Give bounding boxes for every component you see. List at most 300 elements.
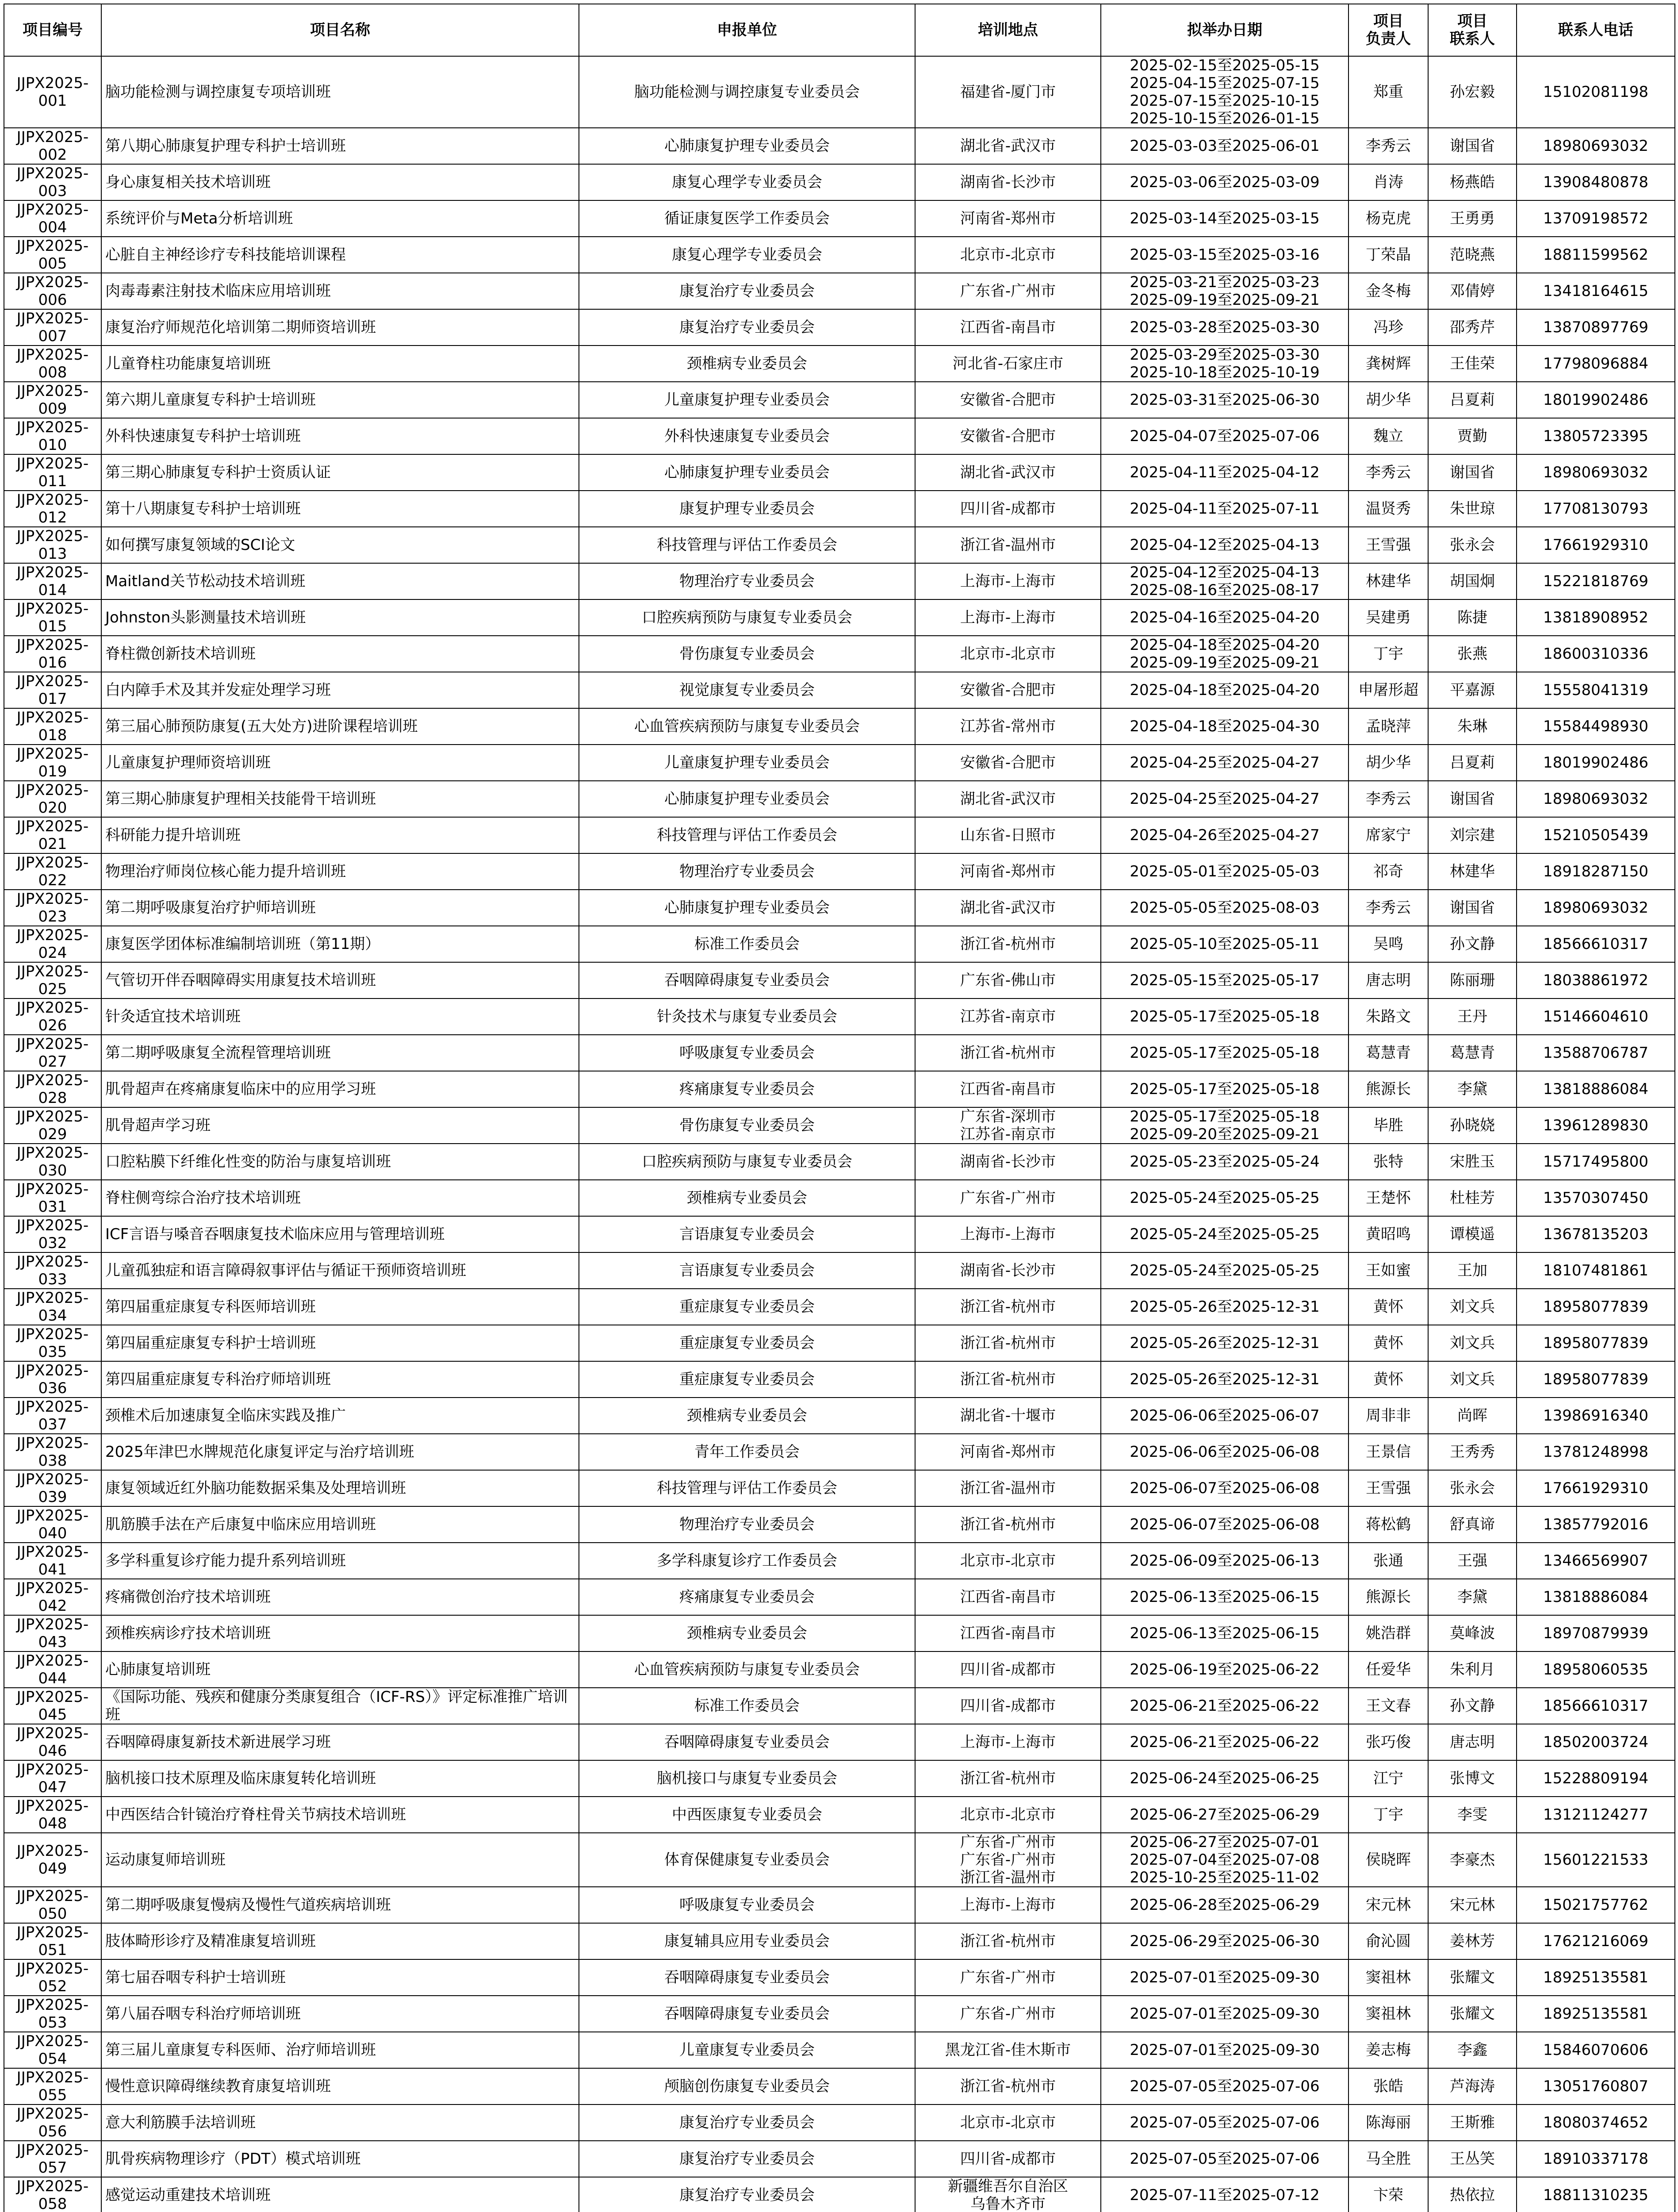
contact-cell: 张燕: [1428, 636, 1517, 672]
phone-cell: 15102081198: [1517, 56, 1675, 128]
dates-cell: 2025-04-18至2025-04-20: [1101, 672, 1349, 708]
location-cell: 安徽省-合肥市: [915, 418, 1101, 454]
phone-cell: 15146604610: [1517, 998, 1675, 1035]
project-name-cell: 肌骨超声学习班: [101, 1107, 579, 1144]
dates-cell: 2025-04-11至2025-04-12: [1101, 454, 1349, 491]
applicant-cell: 脑机接口与康复专业委员会: [579, 1760, 915, 1797]
project-id-cell: JJPX2025-046: [4, 1724, 101, 1760]
dates-cell: 2025-05-26至2025-12-31: [1101, 1361, 1349, 1398]
applicant-cell: 言语康复专业委员会: [579, 1252, 915, 1289]
phone-cell: 15221818769: [1517, 563, 1675, 599]
project-id-cell: JJPX2025-049: [4, 1833, 101, 1887]
phone-cell: 18970879939: [1517, 1615, 1675, 1651]
location-cell: 湖南省-长沙市: [915, 1252, 1101, 1289]
project-id-cell: JJPX2025-054: [4, 2032, 101, 2068]
applicant-cell: 吞咽障碍康复专业委员会: [579, 1959, 915, 1996]
table-row: [4, 1434, 1675, 1470]
applicant-cell: 口腔疾病预防与康复专业委员会: [579, 599, 915, 636]
project-id-cell: JJPX2025-048: [4, 1797, 101, 1833]
location-cell: 黑龙江省-佳木斯市: [915, 2032, 1101, 2068]
project-id-cell: JJPX2025-009: [4, 382, 101, 418]
phone-cell: 13466569907: [1517, 1543, 1675, 1579]
dates-cell: 2025-07-01至2025-09-30: [1101, 1996, 1349, 2032]
project-id-cell: JJPX2025-003: [4, 164, 101, 200]
contact-cell: 王强: [1428, 1543, 1517, 1579]
phone-cell: 17621216069: [1517, 1923, 1675, 1959]
table-row: [4, 1361, 1675, 1398]
contact-cell: 王丛笑: [1428, 2141, 1517, 2177]
applicant-cell: 颅脑创伤康复专业委员会: [579, 2068, 915, 2104]
contact-cell: 贾勤: [1428, 418, 1517, 454]
leader-cell: 李秀云: [1349, 128, 1428, 164]
location-cell: 浙江省-杭州市: [915, 1923, 1101, 1959]
phone-cell: 13709198572: [1517, 200, 1675, 237]
dates-cell: 2025-05-01至2025-05-03: [1101, 853, 1349, 890]
project-name-cell: 康复医学团体标准编制培训班（第11期）: [101, 926, 579, 962]
project-id-cell: JJPX2025-055: [4, 2068, 101, 2104]
table-row: [4, 817, 1675, 853]
project-id-cell: JJPX2025-019: [4, 745, 101, 781]
project-name-cell: 第三届心肺预防康复(五大处方)进阶课程培训班: [101, 708, 579, 745]
leader-cell: 祁奇: [1349, 853, 1428, 890]
contact-cell: 李雯: [1428, 1797, 1517, 1833]
leader-cell: 王景信: [1349, 1434, 1428, 1470]
project-name-cell: 2025年津巴水牌规范化康复评定与治疗培训班: [101, 1434, 579, 1470]
dates-cell: 2025-03-29至2025-03-30 2025-10-18至2025-10-19: [1101, 346, 1349, 382]
leader-cell: 蒋松鹤: [1349, 1506, 1428, 1543]
project-id-cell: JJPX2025-042: [4, 1579, 101, 1615]
leader-cell: 丁宇: [1349, 636, 1428, 672]
applicant-cell: 标准工作委员会: [579, 1688, 915, 1724]
phone-cell: 18918287150: [1517, 853, 1675, 890]
applicant-cell: 重症康复专业委员会: [579, 1361, 915, 1398]
applicant-cell: 视觉康复专业委员会: [579, 672, 915, 708]
leader-cell: 陈海丽: [1349, 2104, 1428, 2141]
applicant-cell: 心肺康复护理专业委员会: [579, 781, 915, 817]
table-row: [4, 527, 1675, 563]
table-row: [4, 491, 1675, 527]
project-name-cell: 第七届吞咽专科护士培训班: [101, 1959, 579, 1996]
project-name-cell: 康复领域近红外脑功能数据采集及处理培训班: [101, 1470, 579, 1506]
leader-cell: 金冬梅: [1349, 273, 1428, 309]
location-cell: 河南省-郑州市: [915, 853, 1101, 890]
leader-cell: 席家宁: [1349, 817, 1428, 853]
location-cell: 河南省-郑州市: [915, 200, 1101, 237]
location-cell: 安徽省-合肥市: [915, 382, 1101, 418]
table-row: [4, 1724, 1675, 1760]
leader-cell: 毕胜: [1349, 1107, 1428, 1144]
location-cell: 安徽省-合肥市: [915, 672, 1101, 708]
project-name-cell: 儿童康复护理师资培训班: [101, 745, 579, 781]
leader-cell: 姚浩群: [1349, 1615, 1428, 1651]
contact-cell: 谢国省: [1428, 890, 1517, 926]
contact-cell: 邵秀芹: [1428, 309, 1517, 346]
project-id-cell: JJPX2025-008: [4, 346, 101, 382]
phone-cell: 18019902486: [1517, 745, 1675, 781]
applicant-cell: 中西医康复专业委员会: [579, 1797, 915, 1833]
contact-cell: 杨燕皓: [1428, 164, 1517, 200]
table-row: [4, 1543, 1675, 1579]
dates-cell: 2025-06-24至2025-06-25: [1101, 1760, 1349, 1797]
applicant-cell: 物理治疗专业委员会: [579, 1506, 915, 1543]
project-id-cell: JJPX2025-026: [4, 998, 101, 1035]
leader-cell: 任爱华: [1349, 1651, 1428, 1688]
location-cell: 广东省-广州市: [915, 1180, 1101, 1216]
phone-cell: 13870897769: [1517, 309, 1675, 346]
phone-cell: 15717495800: [1517, 1144, 1675, 1180]
location-cell: 浙江省-杭州市: [915, 1361, 1101, 1398]
project-id-cell: JJPX2025-010: [4, 418, 101, 454]
phone-cell: 13986916340: [1517, 1398, 1675, 1434]
location-cell: 北京市-北京市: [915, 636, 1101, 672]
phone-cell: 17661929310: [1517, 1470, 1675, 1506]
project-id-cell: JJPX2025-005: [4, 237, 101, 273]
leader-cell: 唐志明: [1349, 962, 1428, 998]
location-cell: 浙江省-杭州市: [915, 1035, 1101, 1071]
leader-cell: 窦祖林: [1349, 1959, 1428, 1996]
project-id-cell: JJPX2025-058: [4, 2177, 101, 2212]
table-row: [4, 1833, 1675, 1887]
dates-cell: 2025-05-24至2025-05-25: [1101, 1216, 1349, 1252]
phone-cell: 18958077839: [1517, 1289, 1675, 1325]
project-name-cell: 感觉运动重建技术培训班: [101, 2177, 579, 2212]
location-cell: 四川省-成都市: [915, 1651, 1101, 1688]
table-row: [4, 745, 1675, 781]
leader-cell: 张特: [1349, 1144, 1428, 1180]
applicant-cell: 物理治疗专业委员会: [579, 563, 915, 599]
project-id-cell: JJPX2025-047: [4, 1760, 101, 1797]
training-project-table: [4, 4, 1675, 2212]
contact-cell: 王佳荣: [1428, 346, 1517, 382]
location-cell: 湖北省-武汉市: [915, 781, 1101, 817]
phone-cell: 18910337178: [1517, 2141, 1675, 2177]
contact-cell: 葛慧青: [1428, 1035, 1517, 1071]
contact-cell: 宋胜玉: [1428, 1144, 1517, 1180]
applicant-cell: 青年工作委员会: [579, 1434, 915, 1470]
project-name-cell: 如何撰写康复领域的SCI论文: [101, 527, 579, 563]
col-header-phone: 联系人电话: [1517, 4, 1675, 56]
table-row: [4, 237, 1675, 273]
location-cell: 浙江省-温州市: [915, 527, 1101, 563]
leader-cell: 魏立: [1349, 418, 1428, 454]
project-id-cell: JJPX2025-050: [4, 1887, 101, 1923]
project-id-cell: JJPX2025-023: [4, 890, 101, 926]
phone-cell: 18019902486: [1517, 382, 1675, 418]
table-row: [4, 382, 1675, 418]
phone-cell: 13961289830: [1517, 1107, 1675, 1144]
location-cell: 福建省-厦门市: [915, 56, 1101, 128]
project-id-cell: JJPX2025-015: [4, 599, 101, 636]
phone-cell: 18107481861: [1517, 1252, 1675, 1289]
leader-cell: 冯珍: [1349, 309, 1428, 346]
project-name-cell: 第六期儿童康复专科护士培训班: [101, 382, 579, 418]
phone-cell: 18566610317: [1517, 926, 1675, 962]
dates-cell: 2025-06-07至2025-06-08: [1101, 1470, 1349, 1506]
applicant-cell: 颈椎病专业委员会: [579, 346, 915, 382]
project-id-cell: JJPX2025-002: [4, 128, 101, 164]
project-id-cell: JJPX2025-007: [4, 309, 101, 346]
phone-cell: 18811599562: [1517, 237, 1675, 273]
table-row: [4, 672, 1675, 708]
project-name-cell: 脑功能检测与调控康复专项培训班: [101, 56, 579, 128]
project-id-cell: JJPX2025-052: [4, 1959, 101, 1996]
leader-cell: 熊源长: [1349, 1071, 1428, 1107]
location-cell: 浙江省-杭州市: [915, 926, 1101, 962]
contact-cell: 陈捷: [1428, 599, 1517, 636]
contact-cell: 李鑫: [1428, 2032, 1517, 2068]
applicant-cell: 疼痛康复专业委员会: [579, 1579, 915, 1615]
phone-cell: 15228809194: [1517, 1760, 1675, 1797]
dates-cell: 2025-06-19至2025-06-22: [1101, 1651, 1349, 1688]
phone-cell: 17661929310: [1517, 527, 1675, 563]
applicant-cell: 脑功能检测与调控康复专业委员会: [579, 56, 915, 128]
project-id-cell: JJPX2025-036: [4, 1361, 101, 1398]
phone-cell: 18925135581: [1517, 1996, 1675, 2032]
leader-cell: 宋元林: [1349, 1887, 1428, 1923]
table-row: [4, 309, 1675, 346]
dates-cell: 2025-03-14至2025-03-15: [1101, 200, 1349, 237]
dates-cell: 2025-04-25至2025-04-27: [1101, 781, 1349, 817]
project-id-cell: JJPX2025-051: [4, 1923, 101, 1959]
phone-cell: 13418164615: [1517, 273, 1675, 309]
dates-cell: 2025-04-18至2025-04-30: [1101, 708, 1349, 745]
project-name-cell: 肌骨疾病物理诊疗（PDT）模式培训班: [101, 2141, 579, 2177]
dates-cell: 2025-06-07至2025-06-08: [1101, 1506, 1349, 1543]
project-name-cell: 第十八期康复专科护士培训班: [101, 491, 579, 527]
leader-cell: 吴鸣: [1349, 926, 1428, 962]
project-id-cell: JJPX2025-032: [4, 1216, 101, 1252]
applicant-cell: 言语康复专业委员会: [579, 1216, 915, 1252]
phone-cell: 13908480878: [1517, 164, 1675, 200]
col-header-leader: 项目 负责人: [1349, 4, 1428, 56]
table-row: [4, 454, 1675, 491]
phone-cell: 13781248998: [1517, 1434, 1675, 1470]
location-cell: 河北省-石家庄市: [915, 346, 1101, 382]
leader-cell: 黄怀: [1349, 1325, 1428, 1361]
applicant-cell: 科技管理与评估工作委员会: [579, 527, 915, 563]
dates-cell: 2025-03-15至2025-03-16: [1101, 237, 1349, 273]
leader-cell: 窦祖林: [1349, 1996, 1428, 2032]
contact-cell: 孙文静: [1428, 1688, 1517, 1724]
project-name-cell: 肌筋膜手法在产后康复中临床应用培训班: [101, 1506, 579, 1543]
table-row: [4, 1651, 1675, 1688]
location-cell: 四川省-成都市: [915, 2141, 1101, 2177]
table-row: [4, 1996, 1675, 2032]
table-row: [4, 1506, 1675, 1543]
location-cell: 上海市-上海市: [915, 1216, 1101, 1252]
contact-cell: 王加: [1428, 1252, 1517, 1289]
col-header-contact: 项目 联系人: [1428, 4, 1517, 56]
location-cell: 四川省-成都市: [915, 491, 1101, 527]
leader-cell: 黄怀: [1349, 1289, 1428, 1325]
phone-cell: 17708130793: [1517, 491, 1675, 527]
dates-cell: 2025-06-13至2025-06-15: [1101, 1615, 1349, 1651]
table-row: [4, 1688, 1675, 1724]
project-name-cell: 《国际功能、残疾和健康分类康复组合（ICF-RS）》评定标准推广培训班: [101, 1688, 579, 1724]
table-row: [4, 1144, 1675, 1180]
applicant-cell: 科技管理与评估工作委员会: [579, 817, 915, 853]
contact-cell: 刘文兵: [1428, 1325, 1517, 1361]
leader-cell: 江宁: [1349, 1760, 1428, 1797]
project-name-cell: 针灸适宜技术培训班: [101, 998, 579, 1035]
project-id-cell: JJPX2025-025: [4, 962, 101, 998]
dates-cell: 2025-04-25至2025-04-27: [1101, 745, 1349, 781]
phone-cell: 13051760807: [1517, 2068, 1675, 2104]
leader-cell: 王楚怀: [1349, 1180, 1428, 1216]
table-body: [4, 56, 1675, 2212]
table-row: [4, 2068, 1675, 2104]
contact-cell: 陈丽珊: [1428, 962, 1517, 998]
phone-cell: 17798096884: [1517, 346, 1675, 382]
phone-cell: 15846070606: [1517, 2032, 1675, 2068]
location-cell: 河南省-郑州市: [915, 1434, 1101, 1470]
location-cell: 江苏省-常州市: [915, 708, 1101, 745]
table-row: [4, 563, 1675, 599]
applicant-cell: 疼痛康复专业委员会: [579, 1071, 915, 1107]
project-name-cell: 身心康复相关技术培训班: [101, 164, 579, 200]
project-name-cell: 运动康复师培训班: [101, 1833, 579, 1887]
contact-cell: 张永会: [1428, 527, 1517, 563]
applicant-cell: 儿童康复专业委员会: [579, 2032, 915, 2068]
table-row: [4, 346, 1675, 382]
phone-cell: 15021757762: [1517, 1887, 1675, 1923]
contact-cell: 刘文兵: [1428, 1289, 1517, 1325]
applicant-cell: 体育保健康复专业委员会: [579, 1833, 915, 1887]
contact-cell: 张永会: [1428, 1470, 1517, 1506]
applicant-cell: 康复治疗专业委员会: [579, 2141, 915, 2177]
location-cell: 浙江省-杭州市: [915, 1506, 1101, 1543]
table-row: [4, 781, 1675, 817]
location-cell: 湖南省-长沙市: [915, 1144, 1101, 1180]
phone-cell: 15601221533: [1517, 1833, 1675, 1887]
applicant-cell: 康复辅具应用专业委员会: [579, 1923, 915, 1959]
dates-cell: 2025-06-06至2025-06-07: [1101, 1398, 1349, 1434]
leader-cell: 林建华: [1349, 563, 1428, 599]
project-name-cell: 肌骨超声在疼痛康复临床中的应用学习班: [101, 1071, 579, 1107]
location-cell: 江西省-南昌市: [915, 1579, 1101, 1615]
table-row: [4, 200, 1675, 237]
project-name-cell: 肢体畸形诊疗及精准康复培训班: [101, 1923, 579, 1959]
project-id-cell: JJPX2025-016: [4, 636, 101, 672]
leader-cell: 黄昭鸣: [1349, 1216, 1428, 1252]
phone-cell: 18980693032: [1517, 128, 1675, 164]
dates-cell: 2025-07-05至2025-07-06: [1101, 2068, 1349, 2104]
applicant-cell: 康复治疗专业委员会: [579, 309, 915, 346]
project-id-cell: JJPX2025-011: [4, 454, 101, 491]
contact-cell: 刘文兵: [1428, 1361, 1517, 1398]
location-cell: 浙江省-杭州市: [915, 1760, 1101, 1797]
phone-cell: 18980693032: [1517, 454, 1675, 491]
dates-cell: 2025-06-28至2025-06-29: [1101, 1887, 1349, 1923]
leader-cell: 葛慧青: [1349, 1035, 1428, 1071]
applicant-cell: 吞咽障碍康复专业委员会: [579, 962, 915, 998]
project-name-cell: 意大利筋膜手法培训班: [101, 2104, 579, 2141]
leader-cell: 郑重: [1349, 56, 1428, 128]
location-cell: 广东省-广州市: [915, 1959, 1101, 1996]
phone-cell: 18958077839: [1517, 1325, 1675, 1361]
project-name-cell: 第四届重症康复专科治疗师培训班: [101, 1361, 579, 1398]
table-row: [4, 1398, 1675, 1434]
applicant-cell: 颈椎病专业委员会: [579, 1398, 915, 1434]
location-cell: 安徽省-合肥市: [915, 745, 1101, 781]
dates-cell: 2025-03-03至2025-06-01: [1101, 128, 1349, 164]
applicant-cell: 心肺康复护理专业委员会: [579, 454, 915, 491]
leader-cell: 李秀云: [1349, 781, 1428, 817]
contact-cell: 张博文: [1428, 1760, 1517, 1797]
project-id-cell: JJPX2025-038: [4, 1434, 101, 1470]
project-name-cell: 第三届儿童康复专科医师、治疗师培训班: [101, 2032, 579, 2068]
contact-cell: 谢国省: [1428, 454, 1517, 491]
project-id-cell: JJPX2025-034: [4, 1289, 101, 1325]
project-name-cell: 疼痛微创治疗技术培训班: [101, 1579, 579, 1615]
table-row: [4, 1289, 1675, 1325]
project-name-cell: 脊柱微创新技术培训班: [101, 636, 579, 672]
location-cell: 湖北省-武汉市: [915, 454, 1101, 491]
project-id-cell: JJPX2025-018: [4, 708, 101, 745]
location-cell: 广东省-广州市 广东省-广州市 浙江省-温州市: [915, 1833, 1101, 1887]
table-row: [4, 926, 1675, 962]
location-cell: 上海市-上海市: [915, 563, 1101, 599]
applicant-cell: 颈椎病专业委员会: [579, 1180, 915, 1216]
applicant-cell: 针灸技术与康复专业委员会: [579, 998, 915, 1035]
applicant-cell: 颈椎病专业委员会: [579, 1615, 915, 1651]
contact-cell: 谭模遥: [1428, 1216, 1517, 1252]
leader-cell: 熊源长: [1349, 1579, 1428, 1615]
location-cell: 湖北省-武汉市: [915, 128, 1101, 164]
dates-cell: 2025-06-09至2025-06-13: [1101, 1543, 1349, 1579]
applicant-cell: 心血管疾病预防与康复专业委员会: [579, 1651, 915, 1688]
table-row: [4, 1325, 1675, 1361]
phone-cell: 18080374652: [1517, 2104, 1675, 2141]
project-table-container: [4, 4, 1674, 2212]
location-cell: 四川省-成都市: [915, 1688, 1101, 1724]
applicant-cell: 康复治疗专业委员会: [579, 273, 915, 309]
location-cell: 山东省-日照市: [915, 817, 1101, 853]
dates-cell: 2025-05-17至2025-05-18: [1101, 1071, 1349, 1107]
project-name-cell: 第二期呼吸康复慢病及慢性气道疾病培训班: [101, 1887, 579, 1923]
contact-cell: 芦海涛: [1428, 2068, 1517, 2104]
applicant-cell: 多学科康复诊疗工作委员会: [579, 1543, 915, 1579]
project-id-cell: JJPX2025-017: [4, 672, 101, 708]
contact-cell: 莫峰波: [1428, 1615, 1517, 1651]
project-name-cell: 多学科重复诊疗能力提升系列培训班: [101, 1543, 579, 1579]
leader-cell: 周非非: [1349, 1398, 1428, 1434]
dates-cell: 2025-05-24至2025-05-25: [1101, 1252, 1349, 1289]
leader-cell: 肖涛: [1349, 164, 1428, 200]
leader-cell: 侯晓晖: [1349, 1833, 1428, 1887]
phone-cell: 15210505439: [1517, 817, 1675, 853]
project-name-cell: 第二期呼吸康复全流程管理培训班: [101, 1035, 579, 1071]
location-cell: 广东省-广州市: [915, 1996, 1101, 2032]
leader-cell: 卞荣: [1349, 2177, 1428, 2212]
table-row: [4, 1797, 1675, 1833]
dates-cell: 2025-05-17至2025-05-18: [1101, 998, 1349, 1035]
project-name-cell: 第八期心肺康复护理专科护士培训班: [101, 128, 579, 164]
dates-cell: 2025-03-31至2025-06-30: [1101, 382, 1349, 418]
contact-cell: 谢国省: [1428, 128, 1517, 164]
leader-cell: 王文春: [1349, 1688, 1428, 1724]
phone-cell: 18980693032: [1517, 781, 1675, 817]
dates-cell: 2025-05-15至2025-05-17: [1101, 962, 1349, 998]
contact-cell: 吕夏莉: [1428, 382, 1517, 418]
dates-cell: 2025-06-13至2025-06-15: [1101, 1579, 1349, 1615]
dates-cell: 2025-06-29至2025-06-30: [1101, 1923, 1349, 1959]
table-row: [4, 164, 1675, 200]
dates-cell: 2025-07-11至2025-07-12: [1101, 2177, 1349, 2212]
contact-cell: 林建华: [1428, 853, 1517, 890]
leader-cell: 李秀云: [1349, 890, 1428, 926]
location-cell: 北京市-北京市: [915, 237, 1101, 273]
